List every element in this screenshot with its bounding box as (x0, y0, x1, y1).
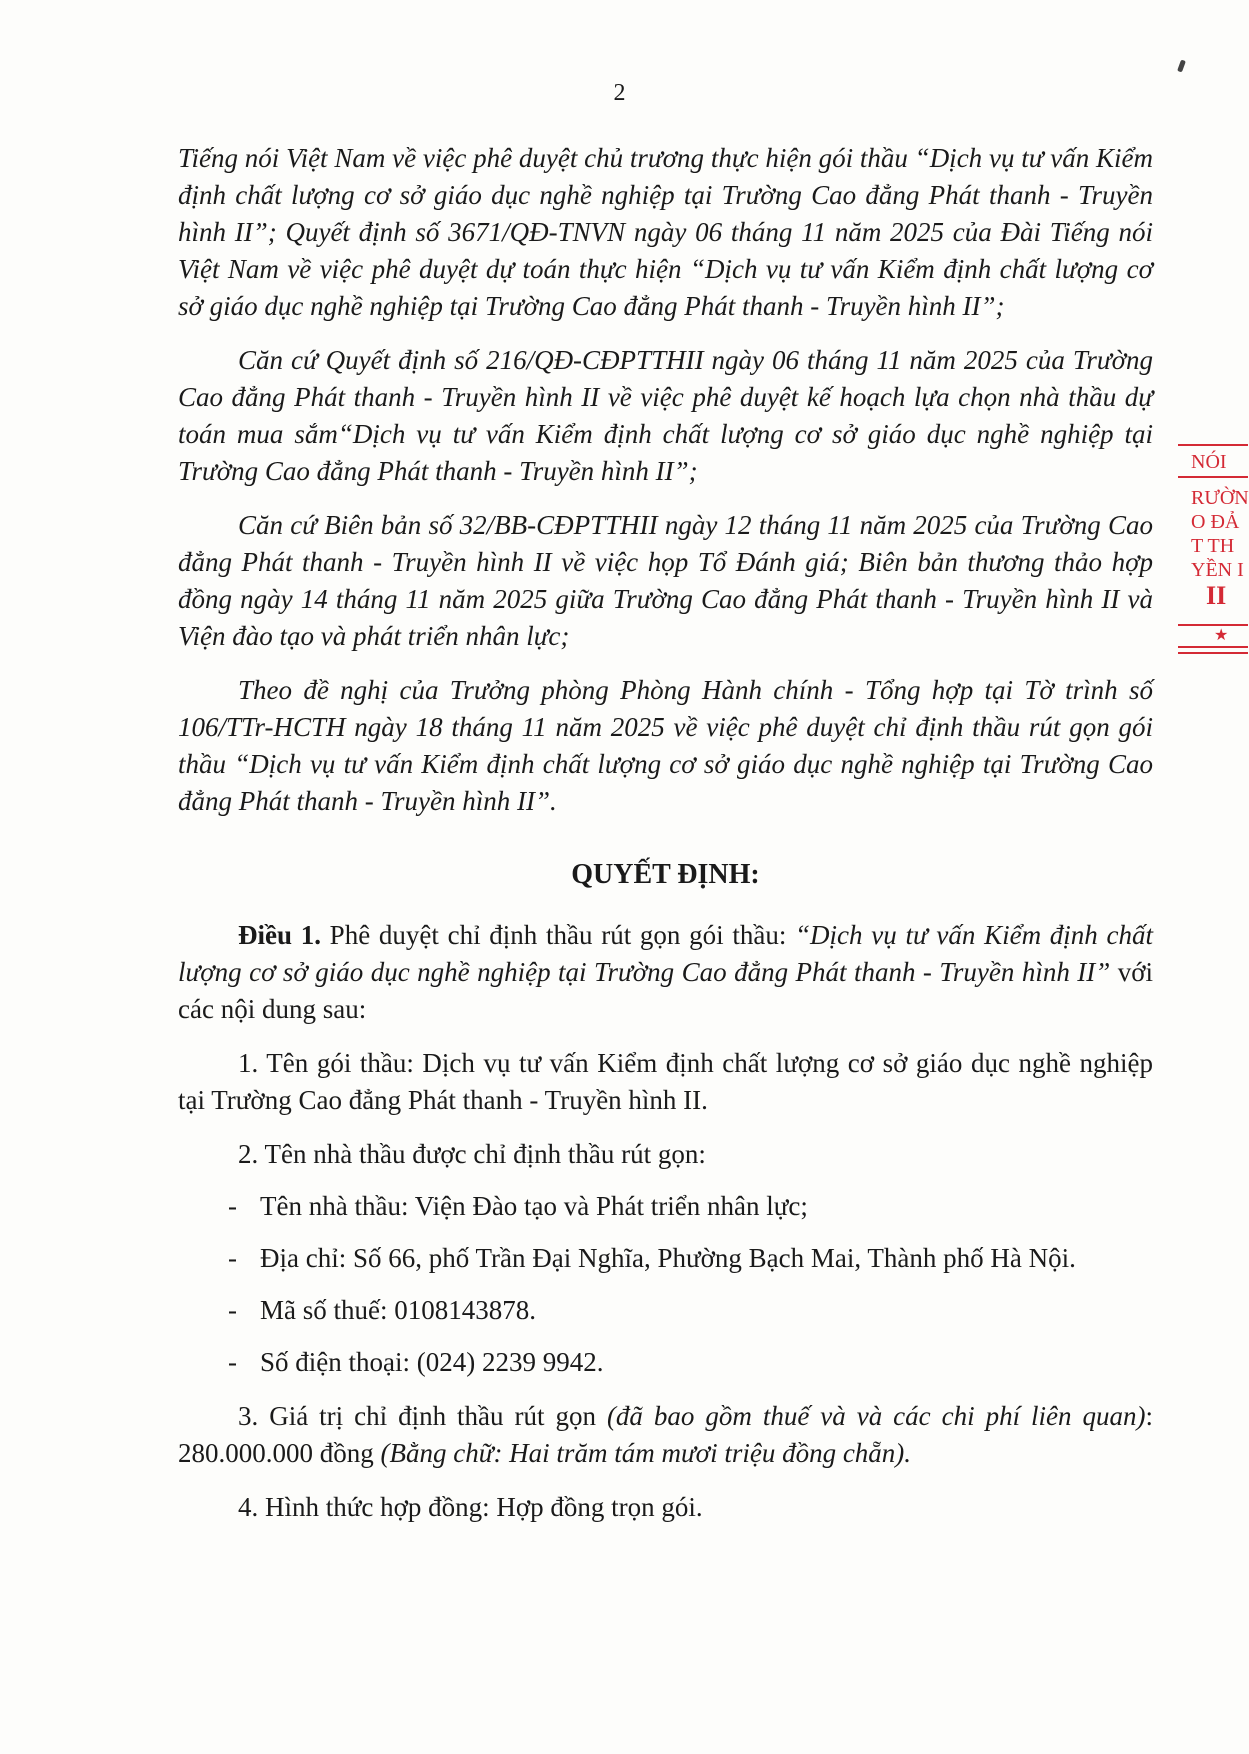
seal-rule (1178, 624, 1248, 626)
bullet-tax-code (178, 1292, 1153, 1329)
article-1-label: Điều 1. (238, 920, 321, 950)
red-seal-stamp (1178, 440, 1249, 670)
bullet-dash: - (228, 1243, 237, 1273)
article-1 (178, 917, 1153, 1028)
item-3-amount-in-words: (Bằng chữ: Hai trăm tám mươi triệu đồng chẵn). (380, 1438, 912, 1468)
article-1-intro-end: với các nội dung sau: (178, 957, 1153, 1024)
bullet-text: Tên nhà thầu: Viện Đào tạo và Phát triển nhân lực; (260, 1191, 808, 1221)
paragraph-proposal: Theo đề nghị của Trưởng phòng Phòng Hành chính - Tổng hợp tại Tờ trình số 106/TTr-HCTH ngày 18 tháng 11 năm 2025 về việc phê duyệt chỉ định thầu rút gọn gói thầu “Dịch vụ tư vấn Kiểm định chất lượng cơ sở giáo dục nghề nghiệp tại Trường Cao đẳng Phát thanh - Truyền hình II”. (178, 675, 1153, 816)
seal-star-icon: ★ (1214, 627, 1229, 644)
bullet-contractor-name (178, 1188, 1153, 1225)
bullet-text: Mã số thuế: 0108143878. (260, 1295, 536, 1325)
item-2-contractor: 2. Tên nhà thầu được chỉ định thầu rút gọn: (238, 1139, 706, 1169)
item-3-note: (đã bao gồm thuế và và các chi phí liên quan) (606, 1401, 1146, 1431)
paragraph-basis-decision-216: Căn cứ Quyết định số 216/QĐ-CĐPTTHII ngày 06 tháng 11 năm 2025 của Trường Cao đẳng Phát thanh - Truyền hình II về việc phê duyệt kế hoạch lựa chọn nhà thầu dự toán mua sắm“Dịch vụ tư vấn Kiểm định chất lượng cơ sở giáo dục nghề nghiệp tại Trường Cao đẳng Phát thanh - Truyền hình II”; (178, 345, 1153, 486)
bullet-dash: - (228, 1295, 237, 1325)
seal-text-line: T TH (1191, 535, 1235, 557)
page-number: 2 (613, 80, 626, 106)
seal-text-line: RƯỜN (1191, 487, 1249, 509)
item-3-label: 3. Giá trị chỉ định thầu rút gọn (238, 1401, 607, 1431)
bullet-text: Số điện thoại: (024) 2239 9942. (260, 1347, 604, 1377)
seal-text-line: II (1206, 581, 1227, 610)
document-body (178, 140, 1153, 1526)
seal-text-line: YỀN I (1191, 559, 1244, 581)
paragraph-continuation: Tiếng nói Việt Nam về việc phê duyệt chủ trương thực hiện gói thầu “Dịch vụ tư vấn Kiểm định chất lượng cơ sở giáo dục nghề nghiệp tại Trường Cao đẳng Phát thanh - Truyền hình II”; Quyết định số 3671/QĐ-TNVN ngày 06 tháng 11 năm 2025 của Đài Tiếng nói Việt Nam về việc phê duyệt dự toán thực hiện “Dịch vụ tư vấn Kiểm định chất lượng cơ sở giáo dục nghề nghiệp tại Trường Cao đẳng Phát thanh - Truyền hình II”; (178, 143, 1153, 321)
item-3-amount: : 280.000.000 đồng (178, 1401, 1153, 1468)
seal-text-line: O ĐẢ (1191, 511, 1240, 533)
seal-rule (1178, 476, 1248, 478)
item-1-package-name: 1. Tên gói thầu: Dịch vụ tư vấn Kiểm định chất lượng cơ sở giáo dục nghề nghiệp tại Trường Cao đẳng Phát thanh - Truyền hình II. (178, 1048, 1153, 1115)
seal-rule (1178, 444, 1248, 446)
bullet-text: Địa chỉ: Số 66, phố Trần Đại Nghĩa, Phường Bạch Mai, Thành phố Hà Nội. (260, 1243, 1076, 1273)
article-1-package-name: “Dịch vụ tư vấn Kiểm định chất lượng cơ sở giáo dục nghề nghiệp tại Trường Cao đẳng Phát thanh - Truyền hình II” (178, 920, 1153, 987)
decision-heading: QUYẾT ĐỊNH: (571, 859, 760, 890)
seal-text-line: NÓI (1191, 451, 1227, 473)
ink-mark (1177, 60, 1186, 73)
bullet-phone (178, 1344, 1153, 1381)
bullet-dash: - (228, 1191, 237, 1221)
bullet-dash: - (228, 1347, 237, 1377)
seal-rule (1178, 652, 1248, 654)
item-3-contract-value (178, 1398, 1153, 1472)
item-4-contract-type: 4. Hình thức hợp đồng: Hợp đồng trọn gói. (238, 1492, 703, 1522)
paragraph-basis-minutes-32: Căn cứ Biên bản số 32/BB-CĐPTTHII ngày 12 tháng 11 năm 2025 của Trường Cao đẳng Phát thanh - Truyền hình II về việc họp Tổ Đánh giá; Biên bản thương thảo hợp đồng ngày 14 tháng 11 năm 2025 giữa Trường Cao đẳng Phát thanh - Truyền hình II và Viện đào tạo và phát triển nhân lực; (178, 510, 1153, 651)
article-1-intro: Phê duyệt chỉ định thầu rút gọn gói thầu: (320, 920, 796, 950)
bullet-address (178, 1240, 1153, 1277)
seal-rule (1178, 646, 1248, 648)
